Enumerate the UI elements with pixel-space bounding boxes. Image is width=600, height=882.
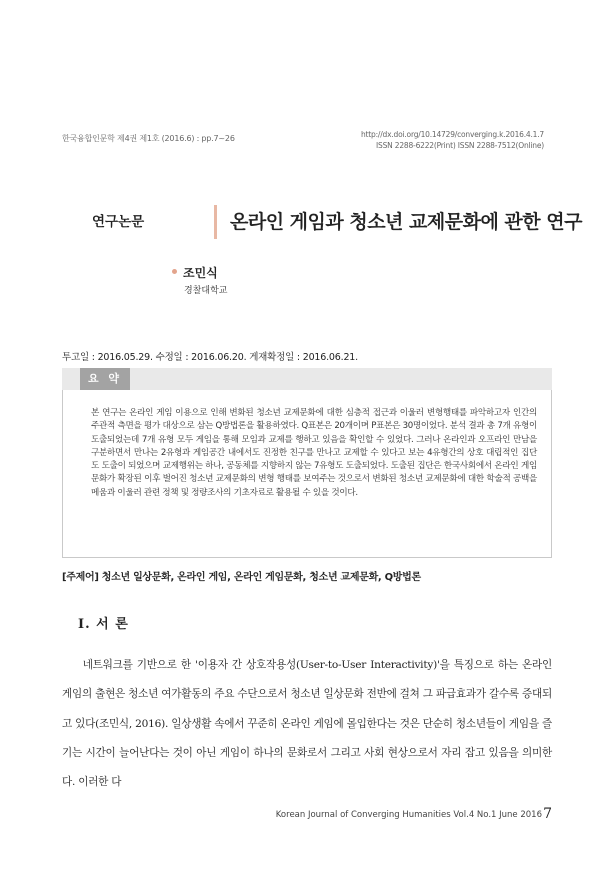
issn-line: ISSN 2288-6222(Print) ISSN 2288-7512(Online) (376, 141, 544, 150)
footer-journal: Korean Journal of Converging Humanities Vol.4 No.1 June 2016 (275, 810, 542, 820)
abstract-box (62, 390, 552, 558)
doi-link[interactable]: http://dx.doi.org/10.14729/converging.k.2016.4.1.7 (360, 130, 544, 139)
abstract-label: 요 약 (80, 368, 130, 390)
running-header-doi (361, 129, 544, 151)
section-heading: Ⅰ. 서 론 (78, 617, 129, 632)
bullet-dot-icon (172, 269, 177, 274)
submission-dates: 투고일 : 2016.05.29. 수정일 : 2016.06.20. 게재확정일 : 2016.06.21. (62, 352, 358, 363)
keywords-line: [주제어] 청소년 일상문화, 온라인 게임, 온라인 게임문화, 청소년 교제문화, Q방법론 (62, 572, 421, 583)
body-paragraph-text: 네트워크를 기반으로 한 '이용자 간 상호작용성(User-to-User Interactivity)'을 특징으로 하는 온라인 게임의 출현은 청소년 여가활동의 주요 수단으로서 청소년 일상문화 전반에 걸쳐 그 파급효과가 갈수록 증대되고 있다(조민식, 2016). 일상생활 속에서 꾸준히 온라인 게임에 몰입한다는 것은 단순히 청소년들이 게임을 즐기는 시간이 늘어난다는 것이 아닌 게임이 하나의 문화로서 그리고 사회 현상으로서 자리 잡고 있음을 의미한다. 이러한 다 (62, 659, 552, 789)
author-affiliation: 경찰대학교 (184, 286, 228, 296)
title-accent-bar (214, 205, 217, 239)
page-number: 7 (543, 806, 552, 822)
abstract-text: 본 연구는 온라인 게임 이용으로 인해 변화된 청소년 교제문화에 대한 심층적 접근과 이울러 변형행태를 파악하고자 인간의 주관적 측면을 평가 대상으로 삼는 Q방법론을 활용하였다. Q표본은 20개이며 P표본은 30명이었다. 분석 결과 총 7개 유형이 도출되었는데 7개 유형 모두 게임을 통해 모임과 교제를 행하고 있음을 확인할 수 있었다. 그러나 온라인과 오프라인 만남을 구분하면서 만나는 2유형과 게임공간 내에서도 진정한 친구를 만나고 교제할 수 있다고 보는 4유형간의 상호 대립적인 집단도 도출이 되었으며 교제행위는 하나, 공동체를 지향하지 않는 7유형도 도출되었다. 도출된 집단은 한국사회에서 온라인 게임문화가 확장된 이후 벌어진 청소년 교제문화의 변형 행태를 보여주는 것으로서 변화된 청소년 교제문화에 대한 학술적 공백을 메움과 이울러 관련 정책 및 정량조사의 기초자료로 활용될 수 있을 것이다. (91, 408, 537, 498)
author-line (172, 264, 218, 281)
title-block (62, 205, 582, 239)
article-title: 온라인 게임과 청소년 교제문화에 관한 연구 (230, 211, 582, 233)
article-type-label: 연구논문 (92, 214, 145, 230)
abstract-header-band (62, 368, 552, 390)
body-paragraph (62, 651, 552, 797)
author-name: 조민식 (183, 266, 218, 280)
running-header-citation: 한국융합인문학 제4권 제1호 (2016.6) : pp.7~26 (62, 134, 235, 143)
